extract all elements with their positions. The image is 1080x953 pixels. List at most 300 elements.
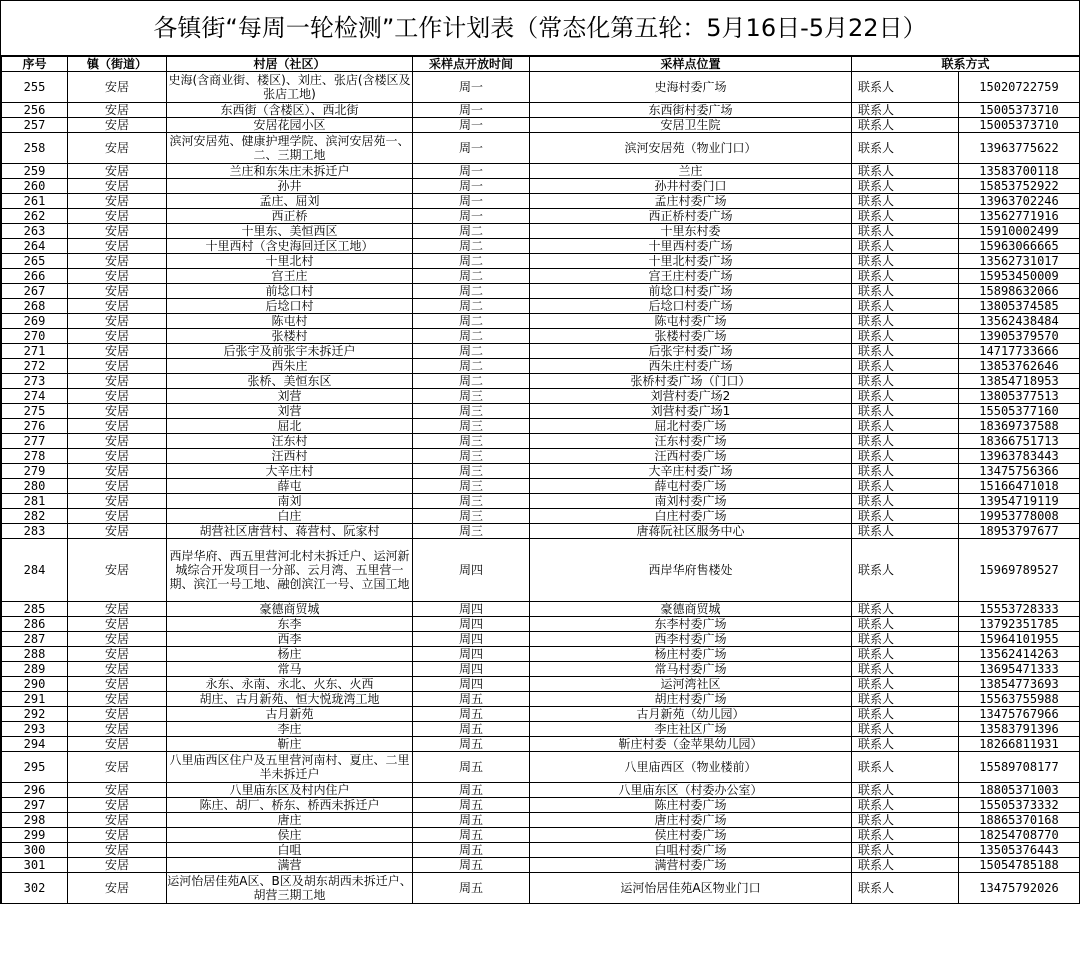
row-village: 大辛庄村	[167, 464, 413, 479]
row-town: 安居	[68, 164, 167, 179]
row-time: 周二	[413, 284, 530, 299]
row-time: 周二	[413, 329, 530, 344]
row-site: 兰庄	[530, 164, 852, 179]
row-town: 安居	[68, 858, 167, 873]
row-time: 周三	[413, 524, 530, 539]
row-contact: 联系人	[852, 374, 959, 389]
row-phone: 18865370168	[959, 813, 1080, 828]
row-phone: 13583791396	[959, 722, 1080, 737]
row-town: 安居	[68, 677, 167, 692]
row-seq: 290	[2, 677, 68, 692]
row-seq: 266	[2, 269, 68, 284]
table-body	[2, 72, 1080, 904]
row-contact: 联系人	[852, 632, 959, 647]
row-seq: 299	[2, 828, 68, 843]
row-phone: 18953797677	[959, 524, 1080, 539]
row-contact: 联系人	[852, 692, 959, 707]
row-phone: 13505376443	[959, 843, 1080, 858]
page-title: 各镇街“每周一轮检测”工作计划表（常态化第五轮：5月16日-5月22日）	[1, 1, 1079, 56]
row-site: 宫王庄村委广场	[530, 269, 852, 284]
row-village: 运河怡居佳苑A区、B区及胡东胡西未拆迁户、胡营三期工地	[167, 874, 412, 902]
row-town: 安居	[68, 299, 167, 314]
row-site: 孟庄村委广场	[530, 194, 852, 209]
row-seq: 258	[2, 133, 68, 164]
row-time: 周四	[413, 662, 530, 677]
row-town: 安居	[68, 209, 167, 224]
row-time: 周一	[413, 209, 530, 224]
row-site: 胡庄村委广场	[530, 692, 852, 707]
row-site: 常马村委广场	[530, 662, 852, 677]
row-time: 周四	[413, 632, 530, 647]
row-town: 安居	[68, 254, 167, 269]
row-site: 后埝口村委广场	[530, 299, 852, 314]
header-seq: 序号	[2, 57, 68, 72]
table-row	[2, 858, 1080, 873]
row-site: 运河怡居佳苑A区物业门口	[530, 873, 852, 904]
row-site: 十里西村委广场	[530, 239, 852, 254]
row-contact: 联系人	[852, 798, 959, 813]
row-contact: 联系人	[852, 314, 959, 329]
table-row	[2, 224, 1080, 239]
row-contact: 联系人	[852, 254, 959, 269]
row-seq: 270	[2, 329, 68, 344]
row-contact: 联系人	[852, 602, 959, 617]
row-contact: 联系人	[852, 737, 959, 752]
table-row	[2, 524, 1080, 539]
header-village: 村居（社区）	[167, 57, 413, 72]
row-seq: 256	[2, 103, 68, 118]
row-village: 满营	[167, 858, 413, 873]
row-town: 安居	[68, 359, 167, 374]
row-village: 张桥、美恒东区	[167, 374, 413, 389]
row-time: 周五	[413, 873, 530, 904]
row-phone: 18254708770	[959, 828, 1080, 843]
row-time: 周五	[413, 798, 530, 813]
row-phone: 13562438484	[959, 314, 1080, 329]
row-site: 陈庄村委广场	[530, 798, 852, 813]
row-time: 周三	[413, 434, 530, 449]
row-contact: 联系人	[852, 539, 959, 602]
row-seq: 267	[2, 284, 68, 299]
row-phone: 13854718953	[959, 374, 1080, 389]
row-village: 西朱庄	[167, 359, 413, 374]
row-town: 安居	[68, 828, 167, 843]
row-site: 十里北村委广场	[530, 254, 852, 269]
row-phone: 15166471018	[959, 479, 1080, 494]
row-town: 安居	[68, 314, 167, 329]
row-time: 周五	[413, 752, 530, 783]
row-village: 常马	[167, 662, 413, 677]
table-row	[2, 103, 1080, 118]
row-town: 安居	[68, 494, 167, 509]
row-time: 周二	[413, 374, 530, 389]
row-contact: 联系人	[852, 344, 959, 359]
row-site: 古月新苑（幼儿园）	[530, 707, 852, 722]
table-row	[2, 359, 1080, 374]
row-town: 安居	[68, 464, 167, 479]
row-contact: 联系人	[852, 269, 959, 284]
row-seq: 286	[2, 617, 68, 632]
table-row	[2, 677, 1080, 692]
row-village: 兰庄和东朱庄未拆迁户	[167, 164, 413, 179]
row-village: 陈屯村	[167, 314, 413, 329]
row-phone: 14717733666	[959, 344, 1080, 359]
row-phone: 13562414263	[959, 647, 1080, 662]
row-town: 安居	[68, 449, 167, 464]
row-village: 孟庄、屈刘	[167, 194, 413, 209]
row-village: 侯庄	[167, 828, 413, 843]
row-site: 汪东村委广场	[530, 434, 852, 449]
table-row	[2, 329, 1080, 344]
row-town: 安居	[68, 179, 167, 194]
row-seq: 274	[2, 389, 68, 404]
row-town: 安居	[68, 404, 167, 419]
row-seq: 268	[2, 299, 68, 314]
row-time: 周二	[413, 224, 530, 239]
row-contact: 联系人	[852, 72, 959, 103]
header-site: 采样点位置	[530, 57, 852, 72]
row-contact: 联系人	[852, 209, 959, 224]
row-time: 周三	[413, 389, 530, 404]
table-row	[2, 133, 1080, 164]
table-row	[2, 539, 1080, 602]
row-phone: 13805377513	[959, 389, 1080, 404]
table-row	[2, 194, 1080, 209]
row-phone: 13963775622	[959, 133, 1080, 164]
row-contact: 联系人	[852, 464, 959, 479]
table-row	[2, 494, 1080, 509]
row-seq: 262	[2, 209, 68, 224]
row-phone: 18266811931	[959, 737, 1080, 752]
table-row	[2, 374, 1080, 389]
row-phone: 15054785188	[959, 858, 1080, 873]
row-town: 安居	[68, 389, 167, 404]
row-town: 安居	[68, 737, 167, 752]
row-site: 八里庙东区（村委办公室）	[530, 783, 852, 798]
table-row	[2, 179, 1080, 194]
table-row	[2, 164, 1080, 179]
row-contact: 联系人	[852, 722, 959, 737]
table-row	[2, 209, 1080, 224]
row-time: 周一	[413, 118, 530, 133]
row-contact: 联系人	[852, 662, 959, 677]
table-row	[2, 632, 1080, 647]
schedule-table	[1, 56, 1080, 904]
row-village: 西正桥	[167, 209, 413, 224]
row-seq: 261	[2, 194, 68, 209]
row-village: 永东、永南、永北、火东、火西	[167, 677, 413, 692]
row-phone: 13562731017	[959, 254, 1080, 269]
row-time: 周四	[413, 602, 530, 617]
row-contact: 联系人	[852, 103, 959, 118]
row-seq: 293	[2, 722, 68, 737]
row-village: 胡营社区唐营村、蒋营村、阮家村	[167, 524, 413, 539]
row-village: 薛屯	[167, 479, 413, 494]
row-seq: 275	[2, 404, 68, 419]
row-seq: 287	[2, 632, 68, 647]
row-village: 东李	[167, 617, 413, 632]
row-site: 西朱庄村委广场	[530, 359, 852, 374]
row-town: 安居	[68, 239, 167, 254]
row-seq: 289	[2, 662, 68, 677]
row-town: 安居	[68, 647, 167, 662]
table-row	[2, 464, 1080, 479]
row-site: 唐蒋阮社区服务中心	[530, 524, 852, 539]
row-town: 安居	[68, 843, 167, 858]
row-time: 周四	[413, 539, 530, 602]
row-seq: 301	[2, 858, 68, 873]
row-seq: 283	[2, 524, 68, 539]
row-village: 汪西村	[167, 449, 413, 464]
table-row	[2, 314, 1080, 329]
row-town: 安居	[68, 873, 167, 904]
row-seq: 297	[2, 798, 68, 813]
row-phone: 15964101955	[959, 632, 1080, 647]
row-time: 周二	[413, 254, 530, 269]
row-time: 周三	[413, 449, 530, 464]
row-contact: 联系人	[852, 752, 959, 783]
row-time: 周一	[413, 103, 530, 118]
row-contact: 联系人	[852, 133, 959, 164]
row-phone: 15953450009	[959, 269, 1080, 284]
row-contact: 联系人	[852, 419, 959, 434]
row-site: 侯庄村委广场	[530, 828, 852, 843]
row-village: 汪东村	[167, 434, 413, 449]
row-phone: 13963702246	[959, 194, 1080, 209]
row-time: 周五	[413, 813, 530, 828]
table-row	[2, 389, 1080, 404]
row-phone: 13853762646	[959, 359, 1080, 374]
row-seq: 294	[2, 737, 68, 752]
row-village: 李庄	[167, 722, 413, 737]
table-row	[2, 299, 1080, 314]
row-seq: 298	[2, 813, 68, 828]
row-contact: 联系人	[852, 239, 959, 254]
row-village: 屈北	[167, 419, 413, 434]
table-row	[2, 284, 1080, 299]
row-time: 周一	[413, 72, 530, 103]
row-site: 豪德商贸城	[530, 602, 852, 617]
row-town: 安居	[68, 103, 167, 118]
row-town: 安居	[68, 632, 167, 647]
row-town: 安居	[68, 194, 167, 209]
row-time: 周四	[413, 647, 530, 662]
row-phone: 13562771916	[959, 209, 1080, 224]
row-phone: 15020722759	[959, 72, 1080, 103]
row-site: 李庄社区广场	[530, 722, 852, 737]
row-village: 张楼村	[167, 329, 413, 344]
row-village: 八里庙西区住户及五里营河南村、夏庄、二里半未拆迁户	[167, 752, 413, 783]
row-seq: 278	[2, 449, 68, 464]
table-row	[2, 798, 1080, 813]
row-contact: 联系人	[852, 389, 959, 404]
row-contact: 联系人	[852, 194, 959, 209]
row-phone: 13792351785	[959, 617, 1080, 632]
row-seq: 295	[2, 752, 68, 783]
row-town: 安居	[68, 602, 167, 617]
row-seq: 272	[2, 359, 68, 374]
row-seq: 271	[2, 344, 68, 359]
row-town: 安居	[68, 617, 167, 632]
row-seq: 291	[2, 692, 68, 707]
row-phone: 15005373710	[959, 103, 1080, 118]
row-seq: 276	[2, 419, 68, 434]
table-row	[2, 239, 1080, 254]
row-contact: 联系人	[852, 524, 959, 539]
row-time: 周五	[413, 722, 530, 737]
table-row	[2, 602, 1080, 617]
row-site: 满营村委广场	[530, 858, 852, 873]
row-phone: 15969789527	[959, 539, 1080, 602]
table-row	[2, 254, 1080, 269]
row-town: 安居	[68, 783, 167, 798]
table-row	[2, 449, 1080, 464]
row-seq: 257	[2, 118, 68, 133]
row-village: 十里北村	[167, 254, 413, 269]
table-row	[2, 269, 1080, 284]
row-seq: 284	[2, 539, 68, 602]
header-row	[2, 57, 1080, 72]
table-row	[2, 692, 1080, 707]
row-seq: 288	[2, 647, 68, 662]
row-contact: 联系人	[852, 707, 959, 722]
row-site: 杨庄村委广场	[530, 647, 852, 662]
row-site: 史海村委广场	[530, 72, 852, 103]
table-row	[2, 509, 1080, 524]
row-time: 周五	[413, 692, 530, 707]
row-time: 周一	[413, 194, 530, 209]
row-time: 周五	[413, 828, 530, 843]
row-phone: 15910002499	[959, 224, 1080, 239]
row-village: 西李	[167, 632, 413, 647]
row-town: 安居	[68, 118, 167, 133]
row-time: 周三	[413, 464, 530, 479]
table-row	[2, 843, 1080, 858]
row-time: 周四	[413, 677, 530, 692]
row-phone: 13954719119	[959, 494, 1080, 509]
row-contact: 联系人	[852, 164, 959, 179]
row-contact: 联系人	[852, 843, 959, 858]
row-village: 胡庄、古月新苑、恒大悦珑湾工地	[167, 692, 413, 707]
row-village: 后张宇及前张宇未拆迁户	[167, 344, 413, 359]
row-seq: 259	[2, 164, 68, 179]
row-seq: 300	[2, 843, 68, 858]
row-town: 安居	[68, 813, 167, 828]
row-site: 薛屯村委广场	[530, 479, 852, 494]
table-row	[2, 783, 1080, 798]
row-village: 东西街（含楼区）、西北街	[167, 103, 413, 118]
row-seq: 273	[2, 374, 68, 389]
row-town: 安居	[68, 269, 167, 284]
row-site: 孙井村委门口	[530, 179, 852, 194]
row-village: 白咀	[167, 843, 413, 858]
row-village: 刘营	[167, 404, 413, 419]
table-row	[2, 434, 1080, 449]
row-contact: 联系人	[852, 359, 959, 374]
row-contact: 联系人	[852, 404, 959, 419]
row-time: 周一	[413, 164, 530, 179]
table-row	[2, 828, 1080, 843]
row-site: 唐庄村委广场	[530, 813, 852, 828]
row-town: 安居	[68, 133, 167, 164]
row-seq: 263	[2, 224, 68, 239]
row-town: 安居	[68, 707, 167, 722]
row-site: 南刘村委广场	[530, 494, 852, 509]
row-phone: 15563755988	[959, 692, 1080, 707]
table-row	[2, 813, 1080, 828]
row-seq: 260	[2, 179, 68, 194]
row-time: 周二	[413, 239, 530, 254]
row-town: 安居	[68, 329, 167, 344]
table-row	[2, 722, 1080, 737]
row-town: 安居	[68, 479, 167, 494]
row-village: 孙井	[167, 179, 413, 194]
row-site: 后张宇村委广场	[530, 344, 852, 359]
row-phone: 13854773693	[959, 677, 1080, 692]
row-town: 安居	[68, 72, 167, 103]
row-site: 东西街村委广场	[530, 103, 852, 118]
row-seq: 281	[2, 494, 68, 509]
header-time: 采样点开放时间	[413, 57, 530, 72]
row-contact: 联系人	[852, 828, 959, 843]
row-contact: 联系人	[852, 647, 959, 662]
row-seq: 264	[2, 239, 68, 254]
row-time: 周三	[413, 419, 530, 434]
row-contact: 联系人	[852, 224, 959, 239]
row-phone: 15963066665	[959, 239, 1080, 254]
row-town: 安居	[68, 374, 167, 389]
row-phone: 15553728333	[959, 602, 1080, 617]
row-contact: 联系人	[852, 479, 959, 494]
row-seq: 279	[2, 464, 68, 479]
header-contact: 联系方式	[852, 57, 1080, 72]
row-phone: 13475792026	[959, 873, 1080, 904]
row-seq: 302	[2, 873, 68, 904]
row-contact: 联系人	[852, 783, 959, 798]
row-site: 张桥村委广场（门口）	[530, 374, 852, 389]
row-site: 刘营村委广场2	[530, 389, 852, 404]
row-town: 安居	[68, 722, 167, 737]
table-row	[2, 662, 1080, 677]
row-phone: 13475767966	[959, 707, 1080, 722]
row-town: 安居	[68, 692, 167, 707]
row-time: 周五	[413, 737, 530, 752]
row-seq: 269	[2, 314, 68, 329]
row-phone: 19953778008	[959, 509, 1080, 524]
row-time: 周四	[413, 617, 530, 632]
row-phone: 18805371003	[959, 783, 1080, 798]
row-seq: 282	[2, 509, 68, 524]
row-town: 安居	[68, 798, 167, 813]
row-contact: 联系人	[852, 858, 959, 873]
row-time: 周三	[413, 479, 530, 494]
table-row	[2, 752, 1080, 783]
row-village: 安居花园小区	[167, 118, 413, 133]
row-contact: 联系人	[852, 284, 959, 299]
row-phone: 15505373332	[959, 798, 1080, 813]
row-seq: 296	[2, 783, 68, 798]
row-phone: 15589708177	[959, 752, 1080, 783]
table-row	[2, 419, 1080, 434]
row-seq: 285	[2, 602, 68, 617]
row-village: 宫王庄	[167, 269, 413, 284]
row-time: 周三	[413, 509, 530, 524]
row-phone: 13475756366	[959, 464, 1080, 479]
row-village: 西岸华府、西五里营河北村未拆迁户、运河新城综合开发项目一分部、云月湾、五里营一期、滨江一号工地、融创滨江一号、立国工地	[167, 539, 413, 602]
row-site: 西李村委广场	[530, 632, 852, 647]
row-town: 安居	[68, 419, 167, 434]
row-village: 史海(含商业街、楼区)、刘庄、张店(含楼区及张店工地)	[168, 73, 411, 101]
